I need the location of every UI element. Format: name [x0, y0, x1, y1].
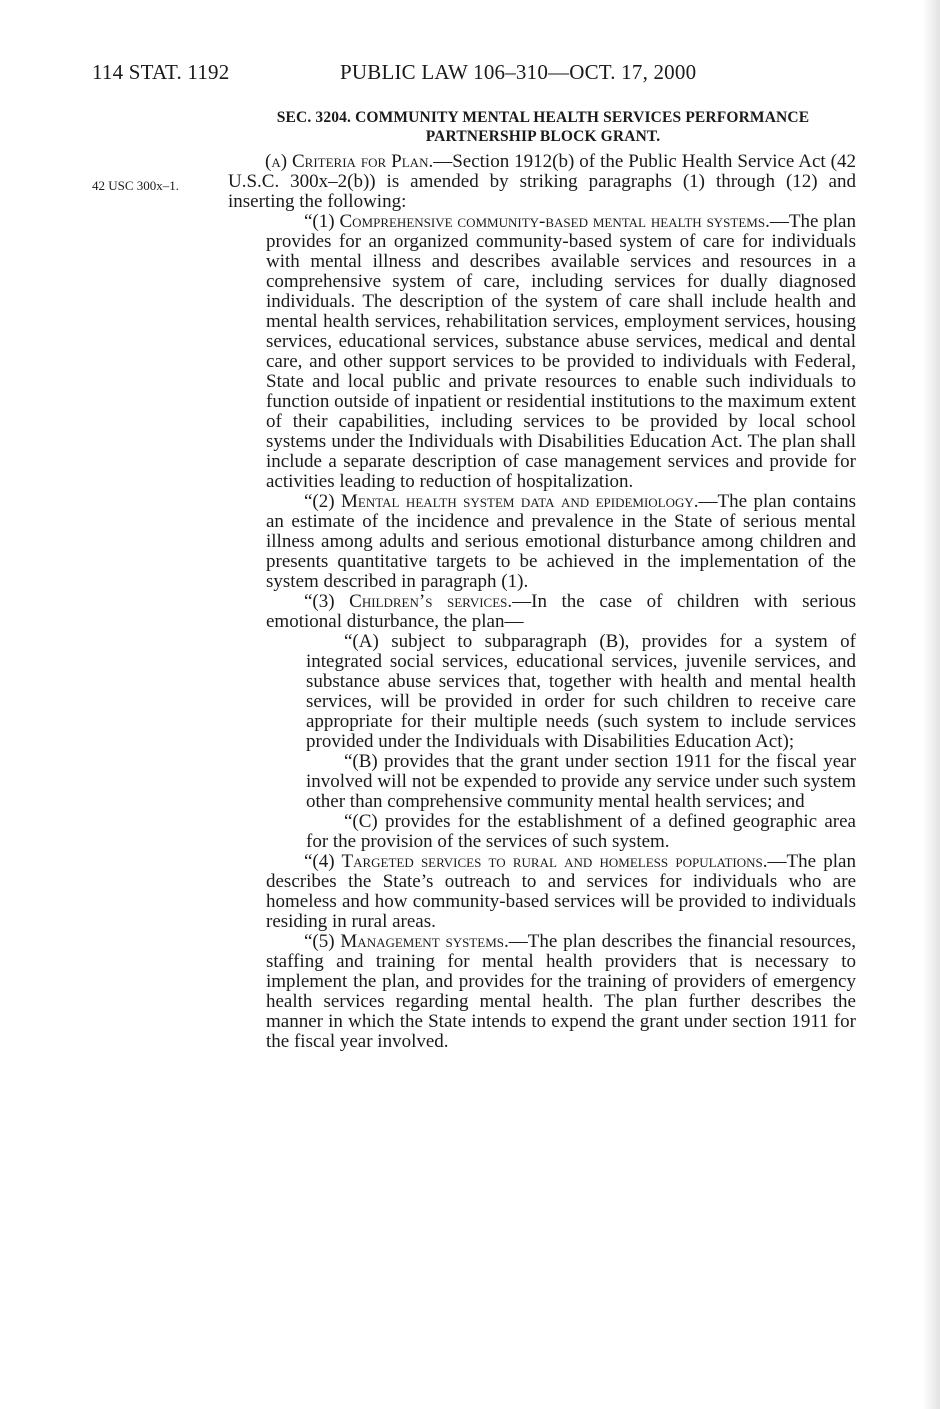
scan-edge-shadow: [922, 0, 940, 1409]
public-law-citation: PUBLIC LAW 106–310—OCT. 17, 2000: [340, 60, 697, 84]
paragraph-3: [228, 592, 856, 632]
paragraph-5: [228, 932, 856, 1052]
paragraph-4: [228, 852, 856, 932]
paragraph-a: [228, 152, 856, 212]
subparagraph-3a: “(A) subject to subparagraph (B), provides for a system of integrated social services, educational services, juvenile services, and substance abuse services that, together with health and mental health services, will be provided in order for such children to receive care appropriate for their multiple needs (such system to include services provided under the Individuals with Disabilities Education Act);: [306, 631, 856, 752]
paragraph-1-heading: “(1) Comprehensive community-based mental health systems.: [304, 211, 770, 232]
paragraph-5-heading: “(5) Management systems.: [304, 931, 509, 952]
paragraph-3-heading: “(3) Children’s services.: [304, 591, 513, 612]
paragraph-a-heading: (a) Criteria for Plan.: [265, 151, 434, 172]
statute-page-number: 114 STAT. 1192: [92, 60, 230, 84]
subparagraph-3b: “(B) provides that the grant under section 1911 for the fiscal year involved will not be expended to provide any service under such system other than comprehensive community mental health services; and: [306, 751, 856, 812]
paragraph-5-text: —The plan describes the financial resources, staffing and training for mental health providers that is necessary to implement the plan, and provides for the training of providers of emergency health services regarding mental health. The plan further describes the manner in which the State intends to expend the grant under section 1911 for the fiscal year involved.: [266, 931, 856, 1052]
paragraph-2-text: —The plan contains an estimate of the incidence and prevalence in the State of serious mental illness among adults and serious emotional disturbance among children and presents quantitative targets to be achieved in the implementation of the system described in paragraph (1).: [266, 491, 857, 592]
paragraph-1: [228, 212, 856, 492]
section-heading: SEC. 3204. COMMUNITY MENTAL HEALTH SERVICES PERFORMANCE PARTNERSHIP BLOCK GRANT.: [276, 109, 810, 145]
paragraph-1-text: —The plan provides for an organized community-based system of care for individuals with mental illness and describes available services and resources in a comprehensive system of care, including services for dually diagnosed individuals. The description of the system of care shall include health and mental health services, rehabilitation services, employment services, housing services, educational services, substance abuse services, medical and dental care, and other support services to be provided to individuals with Federal, State and local public and private resources to enable such individuals to function outside of inpatient or residential institutions to the maximum extent of their capabilities, including services to be provided by local school systems under the Individuals with Disabilities Education Act. The plan shall include a separate description of case management services and provide for activities leading to reduction of hospitalization.: [266, 211, 856, 492]
subparagraph-3c: “(C) provides for the establishment of a defined geographic area for the provision of the services of such system.: [306, 811, 856, 852]
paragraph-a-text: —Section 1912(b) of the Public Health Service Act (42 U.S.C. 300x–2(b)) is amended by striking paragraphs (1) through (12) and inserting the following:: [228, 151, 856, 212]
margin-citation: 42 USC 300x–1.: [92, 178, 180, 193]
paragraph-2: [228, 492, 856, 592]
paragraph-4-heading: “(4) Targeted services to rural and homeless populations.: [304, 851, 768, 872]
paragraph-4-text: —The plan describes the State’s outreach to and services for individuals who are homeless and how community-based services will be provided to individuals residing in rural areas.: [266, 851, 856, 932]
paragraph-3-text: —In the case of children with serious emotional disturbance, the plan—: [266, 591, 856, 632]
section-body: [228, 152, 856, 1052]
paragraph-2-heading: “(2) Mental health system data and epidemiology.: [304, 491, 699, 512]
page-header: [92, 60, 852, 90]
